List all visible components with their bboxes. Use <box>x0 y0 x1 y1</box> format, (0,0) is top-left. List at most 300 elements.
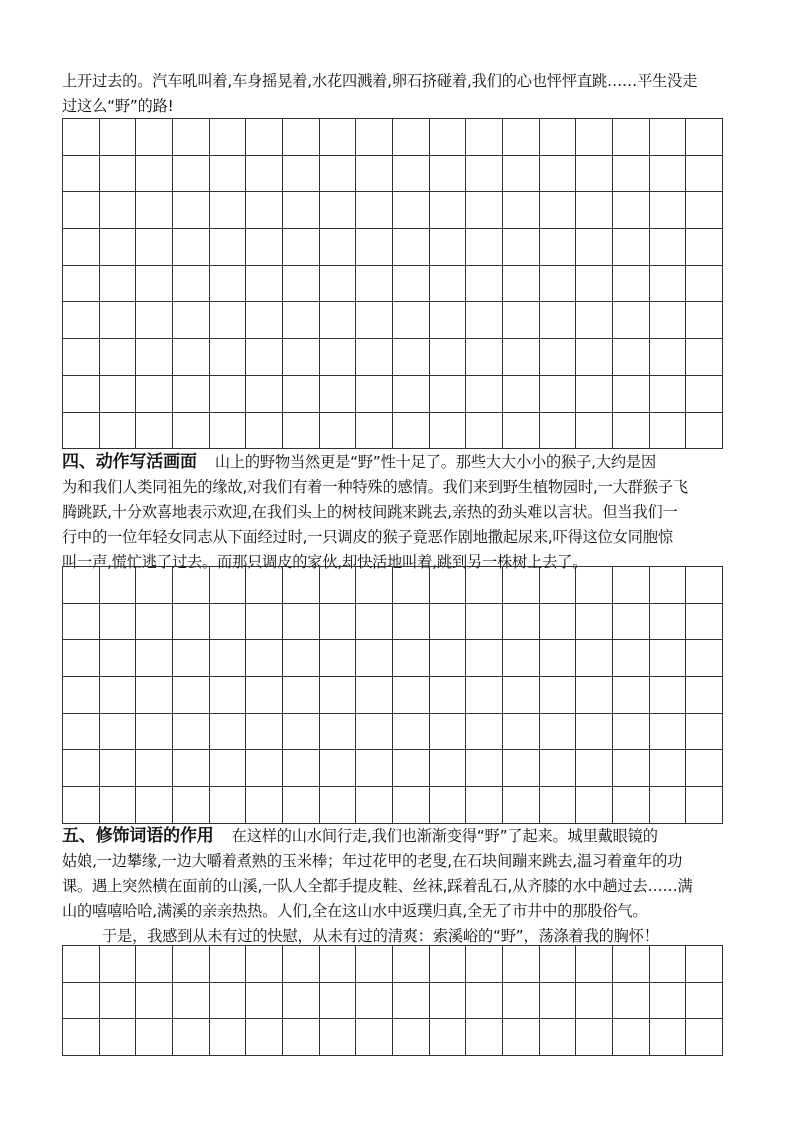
grid-cell[interactable] <box>136 156 173 193</box>
grid-cell[interactable] <box>136 604 173 641</box>
grid-cell[interactable] <box>686 192 723 229</box>
grid-cell[interactable] <box>576 376 613 413</box>
grid-cell[interactable] <box>320 640 357 677</box>
grid-cell[interactable] <box>393 119 430 156</box>
grid-cell[interactable] <box>283 787 320 824</box>
grid-cell[interactable] <box>650 750 687 787</box>
grid-cell[interactable] <box>63 604 100 641</box>
grid-cell[interactable] <box>540 119 577 156</box>
grid-cell[interactable] <box>100 376 137 413</box>
grid-cell[interactable] <box>393 266 430 303</box>
grid-cell[interactable] <box>540 787 577 824</box>
grid-cell[interactable] <box>63 413 100 450</box>
grid-cell[interactable] <box>576 266 613 303</box>
grid-cell[interactable] <box>246 640 283 677</box>
grid-cell[interactable] <box>540 156 577 193</box>
grid-cell[interactable] <box>283 567 320 604</box>
grid-cell[interactable] <box>173 946 210 983</box>
grid-cell[interactable] <box>393 946 430 983</box>
grid-cell[interactable] <box>356 604 393 641</box>
grid-cell[interactable] <box>210 266 247 303</box>
grid-cell[interactable] <box>283 946 320 983</box>
grid-cell[interactable] <box>100 339 137 376</box>
grid-cell[interactable] <box>210 787 247 824</box>
grid-cell[interactable] <box>100 1019 137 1056</box>
grid-cell[interactable] <box>100 192 137 229</box>
grid-cell[interactable] <box>356 266 393 303</box>
grid-cell[interactable] <box>576 192 613 229</box>
grid-cell[interactable] <box>63 946 100 983</box>
grid-cell[interactable] <box>100 750 137 787</box>
grid-cell[interactable] <box>540 339 577 376</box>
grid-cell[interactable] <box>540 714 577 751</box>
grid-cell[interactable] <box>63 229 100 266</box>
grid-cell[interactable] <box>100 229 137 266</box>
grid-cell[interactable] <box>540 750 577 787</box>
grid-cell[interactable] <box>173 640 210 677</box>
grid-cell[interactable] <box>100 266 137 303</box>
grid-cell[interactable] <box>210 156 247 193</box>
grid-cell[interactable] <box>393 750 430 787</box>
grid-cell[interactable] <box>100 567 137 604</box>
grid-cell[interactable] <box>540 376 577 413</box>
grid-cell[interactable] <box>283 1019 320 1056</box>
grid-cell[interactable] <box>430 677 467 714</box>
grid-cell[interactable] <box>613 604 650 641</box>
grid-cell[interactable] <box>430 750 467 787</box>
grid-cell[interactable] <box>320 339 357 376</box>
grid-cell[interactable] <box>503 266 540 303</box>
grid-cell[interactable] <box>320 567 357 604</box>
grid-cell[interactable] <box>173 192 210 229</box>
grid-cell[interactable] <box>503 677 540 714</box>
grid-cell[interactable] <box>356 376 393 413</box>
grid-cell[interactable] <box>173 787 210 824</box>
grid-cell[interactable] <box>503 946 540 983</box>
grid-cell[interactable] <box>283 192 320 229</box>
grid-cell[interactable] <box>393 677 430 714</box>
grid-cell[interactable] <box>686 413 723 450</box>
grid-cell[interactable] <box>393 192 430 229</box>
grid-cell[interactable] <box>686 119 723 156</box>
grid-cell[interactable] <box>136 640 173 677</box>
grid-cell[interactable] <box>173 229 210 266</box>
grid-cell[interactable] <box>650 640 687 677</box>
grid-cell[interactable] <box>686 640 723 677</box>
grid-cell[interactable] <box>100 413 137 450</box>
grid-cell[interactable] <box>393 1019 430 1056</box>
grid-cell[interactable] <box>210 604 247 641</box>
grid-cell[interactable] <box>393 983 430 1020</box>
grid-cell[interactable] <box>466 302 503 339</box>
grid-cell[interactable] <box>283 983 320 1020</box>
grid-cell[interactable] <box>320 229 357 266</box>
grid-cell[interactable] <box>430 192 467 229</box>
grid-cell[interactable] <box>283 156 320 193</box>
grid-cell[interactable] <box>100 640 137 677</box>
grid-cell[interactable] <box>320 946 357 983</box>
grid-cell[interactable] <box>320 192 357 229</box>
grid-cell[interactable] <box>393 413 430 450</box>
grid-cell[interactable] <box>503 983 540 1020</box>
grid-cell[interactable] <box>466 156 503 193</box>
grid-cell[interactable] <box>210 192 247 229</box>
grid-cell[interactable] <box>576 413 613 450</box>
grid-cell[interactable] <box>210 302 247 339</box>
grid-cell[interactable] <box>356 339 393 376</box>
grid-cell[interactable] <box>576 229 613 266</box>
grid-cell[interactable] <box>430 119 467 156</box>
grid-cell[interactable] <box>210 946 247 983</box>
grid-cell[interactable] <box>613 302 650 339</box>
grid-cell[interactable] <box>173 339 210 376</box>
grid-cell[interactable] <box>686 946 723 983</box>
grid-cell[interactable] <box>650 302 687 339</box>
grid-cell[interactable] <box>173 156 210 193</box>
grid-cell[interactable] <box>613 750 650 787</box>
grid-cell[interactable] <box>393 376 430 413</box>
grid-cell[interactable] <box>393 339 430 376</box>
grid-cell[interactable] <box>173 983 210 1020</box>
grid-cell[interactable] <box>63 1019 100 1056</box>
grid-cell[interactable] <box>246 192 283 229</box>
grid-cell[interactable] <box>210 119 247 156</box>
grid-cell[interactable] <box>356 750 393 787</box>
grid-cell[interactable] <box>503 192 540 229</box>
grid-cell[interactable] <box>686 1019 723 1056</box>
grid-cell[interactable] <box>100 119 137 156</box>
grid-cell[interactable] <box>246 339 283 376</box>
grid-cell[interactable] <box>320 156 357 193</box>
grid-cell[interactable] <box>320 787 357 824</box>
grid-cell[interactable] <box>466 787 503 824</box>
grid-cell[interactable] <box>246 677 283 714</box>
grid-cell[interactable] <box>613 640 650 677</box>
grid-cell[interactable] <box>356 567 393 604</box>
grid-cell[interactable] <box>173 604 210 641</box>
grid-cell[interactable] <box>356 714 393 751</box>
grid-cell[interactable] <box>356 229 393 266</box>
grid-cell[interactable] <box>136 1019 173 1056</box>
grid-cell[interactable] <box>430 714 467 751</box>
grid-cell[interactable] <box>320 677 357 714</box>
grid-cell[interactable] <box>686 677 723 714</box>
grid-cell[interactable] <box>466 983 503 1020</box>
grid-cell[interactable] <box>246 413 283 450</box>
grid-cell[interactable] <box>283 640 320 677</box>
grid-cell[interactable] <box>136 229 173 266</box>
grid-cell[interactable] <box>173 1019 210 1056</box>
grid-cell[interactable] <box>320 302 357 339</box>
grid-cell[interactable] <box>540 604 577 641</box>
grid-cell[interactable] <box>540 567 577 604</box>
grid-cell[interactable] <box>430 787 467 824</box>
grid-cell[interactable] <box>686 156 723 193</box>
grid-cell[interactable] <box>136 714 173 751</box>
grid-cell[interactable] <box>210 983 247 1020</box>
grid-cell[interactable] <box>686 266 723 303</box>
grid-cell[interactable] <box>393 567 430 604</box>
grid-cell[interactable] <box>283 339 320 376</box>
grid-cell[interactable] <box>246 946 283 983</box>
grid-cell[interactable] <box>100 714 137 751</box>
grid-cell[interactable] <box>503 604 540 641</box>
grid-cell[interactable] <box>320 1019 357 1056</box>
grid-cell[interactable] <box>650 339 687 376</box>
grid-cell[interactable] <box>686 229 723 266</box>
grid-cell[interactable] <box>210 339 247 376</box>
grid-cell[interactable] <box>576 339 613 376</box>
grid-cell[interactable] <box>136 266 173 303</box>
grid-cell[interactable] <box>613 983 650 1020</box>
grid-cell[interactable] <box>686 339 723 376</box>
grid-cell[interactable] <box>650 156 687 193</box>
grid-cell[interactable] <box>63 983 100 1020</box>
grid-cell[interactable] <box>63 302 100 339</box>
grid-cell[interactable] <box>613 156 650 193</box>
grid-cell[interactable] <box>356 413 393 450</box>
grid-cell[interactable] <box>320 376 357 413</box>
grid-cell[interactable] <box>686 302 723 339</box>
grid-cell[interactable] <box>100 946 137 983</box>
grid-cell[interactable] <box>320 413 357 450</box>
grid-cell[interactable] <box>246 302 283 339</box>
writing-grid-3[interactable] <box>62 945 723 1056</box>
grid-cell[interactable] <box>246 983 283 1020</box>
grid-cell[interactable] <box>503 714 540 751</box>
grid-cell[interactable] <box>613 192 650 229</box>
grid-cell[interactable] <box>686 604 723 641</box>
grid-cell[interactable] <box>613 376 650 413</box>
grid-cell[interactable] <box>63 376 100 413</box>
grid-cell[interactable] <box>246 750 283 787</box>
grid-cell[interactable] <box>540 677 577 714</box>
grid-cell[interactable] <box>210 1019 247 1056</box>
grid-cell[interactable] <box>283 714 320 751</box>
grid-cell[interactable] <box>210 640 247 677</box>
grid-cell[interactable] <box>503 413 540 450</box>
grid-cell[interactable] <box>136 376 173 413</box>
grid-cell[interactable] <box>686 750 723 787</box>
grid-cell[interactable] <box>283 604 320 641</box>
grid-cell[interactable] <box>100 787 137 824</box>
grid-cell[interactable] <box>430 640 467 677</box>
grid-cell[interactable] <box>283 677 320 714</box>
grid-cell[interactable] <box>320 119 357 156</box>
grid-cell[interactable] <box>503 640 540 677</box>
grid-cell[interactable] <box>576 946 613 983</box>
grid-cell[interactable] <box>356 156 393 193</box>
grid-cell[interactable] <box>246 714 283 751</box>
grid-cell[interactable] <box>540 192 577 229</box>
grid-cell[interactable] <box>503 787 540 824</box>
grid-cell[interactable] <box>430 229 467 266</box>
grid-cell[interactable] <box>136 787 173 824</box>
grid-cell[interactable] <box>650 229 687 266</box>
grid-cell[interactable] <box>283 376 320 413</box>
grid-cell[interactable] <box>136 750 173 787</box>
grid-cell[interactable] <box>63 750 100 787</box>
grid-cell[interactable] <box>576 750 613 787</box>
grid-cell[interactable] <box>63 677 100 714</box>
grid-cell[interactable] <box>63 156 100 193</box>
grid-cell[interactable] <box>503 376 540 413</box>
grid-cell[interactable] <box>210 750 247 787</box>
grid-cell[interactable] <box>540 229 577 266</box>
grid-cell[interactable] <box>613 1019 650 1056</box>
grid-cell[interactable] <box>136 567 173 604</box>
grid-cell[interactable] <box>283 302 320 339</box>
grid-cell[interactable] <box>63 266 100 303</box>
grid-cell[interactable] <box>466 567 503 604</box>
grid-cell[interactable] <box>430 567 467 604</box>
grid-cell[interactable] <box>576 787 613 824</box>
grid-cell[interactable] <box>63 567 100 604</box>
grid-cell[interactable] <box>136 946 173 983</box>
grid-cell[interactable] <box>356 946 393 983</box>
grid-cell[interactable] <box>540 946 577 983</box>
grid-cell[interactable] <box>650 677 687 714</box>
grid-cell[interactable] <box>136 339 173 376</box>
grid-cell[interactable] <box>576 604 613 641</box>
grid-cell[interactable] <box>613 339 650 376</box>
grid-cell[interactable] <box>173 266 210 303</box>
grid-cell[interactable] <box>430 983 467 1020</box>
writing-grid-2[interactable] <box>62 566 723 824</box>
grid-cell[interactable] <box>466 1019 503 1056</box>
grid-cell[interactable] <box>356 787 393 824</box>
grid-cell[interactable] <box>283 413 320 450</box>
grid-cell[interactable] <box>503 750 540 787</box>
grid-cell[interactable] <box>503 1019 540 1056</box>
grid-cell[interactable] <box>650 714 687 751</box>
grid-cell[interactable] <box>136 413 173 450</box>
grid-cell[interactable] <box>393 604 430 641</box>
grid-cell[interactable] <box>430 1019 467 1056</box>
grid-cell[interactable] <box>356 192 393 229</box>
grid-cell[interactable] <box>393 787 430 824</box>
grid-cell[interactable] <box>576 302 613 339</box>
grid-cell[interactable] <box>356 677 393 714</box>
grid-cell[interactable] <box>283 119 320 156</box>
grid-cell[interactable] <box>540 983 577 1020</box>
grid-cell[interactable] <box>393 640 430 677</box>
grid-cell[interactable] <box>576 640 613 677</box>
grid-cell[interactable] <box>246 156 283 193</box>
grid-cell[interactable] <box>63 339 100 376</box>
grid-cell[interactable] <box>686 376 723 413</box>
grid-cell[interactable] <box>356 983 393 1020</box>
grid-cell[interactable] <box>430 156 467 193</box>
grid-cell[interactable] <box>246 604 283 641</box>
grid-cell[interactable] <box>540 302 577 339</box>
grid-cell[interactable] <box>466 266 503 303</box>
grid-cell[interactable] <box>210 229 247 266</box>
grid-cell[interactable] <box>210 677 247 714</box>
grid-cell[interactable] <box>466 677 503 714</box>
grid-cell[interactable] <box>320 983 357 1020</box>
grid-cell[interactable] <box>576 567 613 604</box>
grid-cell[interactable] <box>100 677 137 714</box>
grid-cell[interactable] <box>466 229 503 266</box>
grid-cell[interactable] <box>576 983 613 1020</box>
grid-cell[interactable] <box>356 119 393 156</box>
grid-cell[interactable] <box>686 983 723 1020</box>
grid-cell[interactable] <box>136 983 173 1020</box>
grid-cell[interactable] <box>356 640 393 677</box>
grid-cell[interactable] <box>613 413 650 450</box>
grid-cell[interactable] <box>613 677 650 714</box>
grid-cell[interactable] <box>650 119 687 156</box>
grid-cell[interactable] <box>246 567 283 604</box>
grid-cell[interactable] <box>650 376 687 413</box>
grid-cell[interactable] <box>63 787 100 824</box>
grid-cell[interactable] <box>466 376 503 413</box>
grid-cell[interactable] <box>100 156 137 193</box>
grid-cell[interactable] <box>173 376 210 413</box>
grid-cell[interactable] <box>540 1019 577 1056</box>
grid-cell[interactable] <box>503 229 540 266</box>
grid-cell[interactable] <box>430 302 467 339</box>
grid-cell[interactable] <box>430 339 467 376</box>
grid-cell[interactable] <box>686 714 723 751</box>
grid-cell[interactable] <box>466 192 503 229</box>
grid-cell[interactable] <box>650 192 687 229</box>
grid-cell[interactable] <box>283 750 320 787</box>
grid-cell[interactable] <box>650 604 687 641</box>
grid-cell[interactable] <box>466 413 503 450</box>
grid-cell[interactable] <box>136 119 173 156</box>
grid-cell[interactable] <box>320 604 357 641</box>
grid-cell[interactable] <box>503 156 540 193</box>
grid-cell[interactable] <box>246 1019 283 1056</box>
grid-cell[interactable] <box>63 192 100 229</box>
grid-cell[interactable] <box>466 946 503 983</box>
grid-cell[interactable] <box>430 376 467 413</box>
grid-cell[interactable] <box>320 266 357 303</box>
grid-cell[interactable] <box>650 567 687 604</box>
grid-cell[interactable] <box>393 229 430 266</box>
grid-cell[interactable] <box>356 302 393 339</box>
grid-cell[interactable] <box>686 567 723 604</box>
grid-cell[interactable] <box>173 119 210 156</box>
grid-cell[interactable] <box>613 787 650 824</box>
grid-cell[interactable] <box>430 604 467 641</box>
grid-cell[interactable] <box>210 376 247 413</box>
grid-cell[interactable] <box>576 156 613 193</box>
grid-cell[interactable] <box>173 677 210 714</box>
grid-cell[interactable] <box>100 302 137 339</box>
grid-cell[interactable] <box>576 1019 613 1056</box>
grid-cell[interactable] <box>210 413 247 450</box>
grid-cell[interactable] <box>466 640 503 677</box>
grid-cell[interactable] <box>210 567 247 604</box>
grid-cell[interactable] <box>393 714 430 751</box>
grid-cell[interactable] <box>466 604 503 641</box>
grid-cell[interactable] <box>650 413 687 450</box>
grid-cell[interactable] <box>210 714 247 751</box>
grid-cell[interactable] <box>503 339 540 376</box>
grid-cell[interactable] <box>613 119 650 156</box>
grid-cell[interactable] <box>173 750 210 787</box>
grid-cell[interactable] <box>393 156 430 193</box>
grid-cell[interactable] <box>576 119 613 156</box>
grid-cell[interactable] <box>650 946 687 983</box>
grid-cell[interactable] <box>100 604 137 641</box>
grid-cell[interactable] <box>503 119 540 156</box>
grid-cell[interactable] <box>63 640 100 677</box>
grid-cell[interactable] <box>466 714 503 751</box>
